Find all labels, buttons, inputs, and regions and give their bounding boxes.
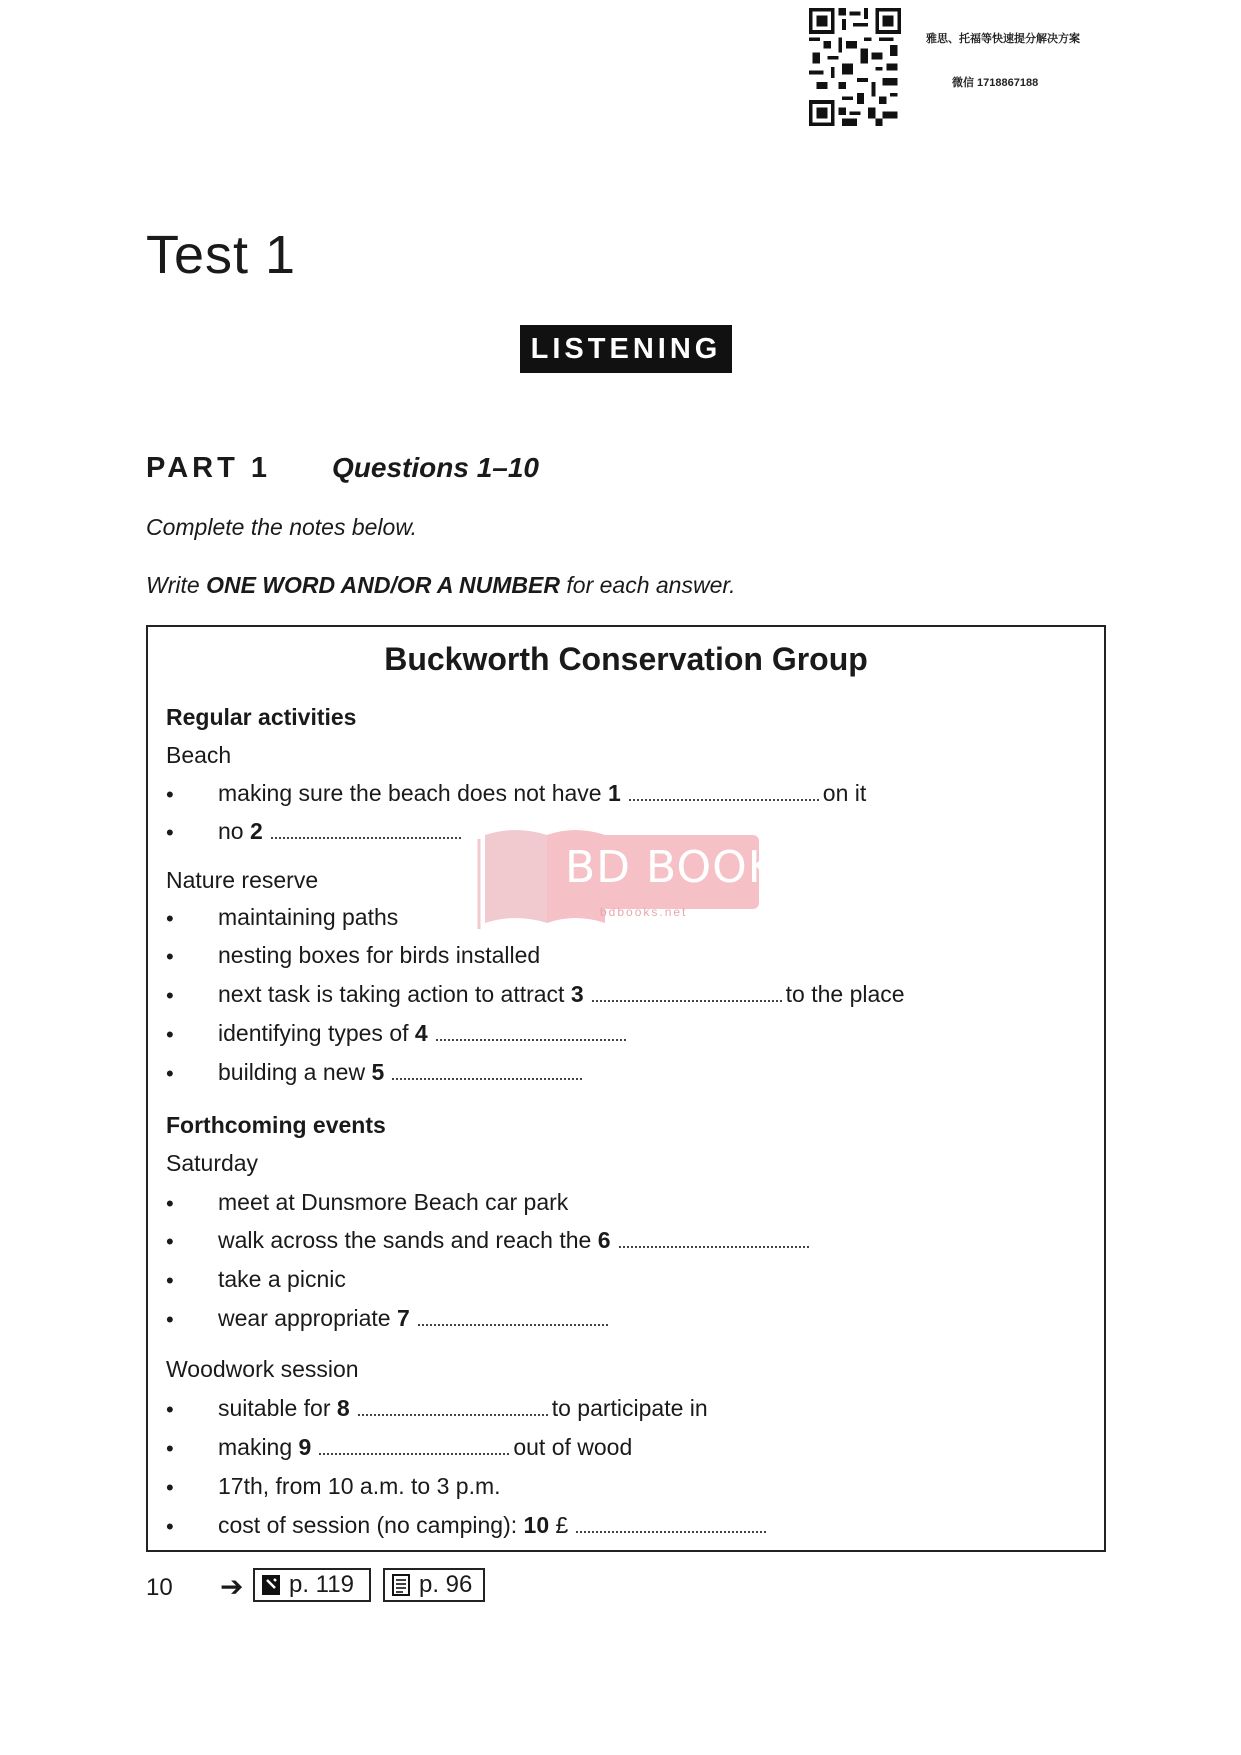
note-nature-3: next task is taking action to attract 3 to the place <box>218 981 905 1007</box>
answer-blank-10[interactable] <box>576 1523 766 1533</box>
note-saturday-4: wear appropriate 7 <box>218 1305 612 1332</box>
answer-blank-3[interactable] <box>592 992 782 1002</box>
note-woodwork-1: suitable for 8 to participate in <box>218 1395 708 1421</box>
heading-nature-reserve: Nature reserve <box>166 867 319 893</box>
bullet: • <box>166 1229 174 1254</box>
heading-woodwork-session: Woodwork session <box>166 1356 359 1382</box>
transcript-reference[interactable] <box>383 1568 485 1602</box>
answer-key-page: p. 119 <box>289 1571 354 1598</box>
section-badge: LISTENING <box>520 325 732 373</box>
answer-blank-7[interactable] <box>418 1316 608 1326</box>
transcript-icon <box>391 1574 411 1596</box>
answer-blank-8[interactable] <box>358 1406 548 1416</box>
bullet: • <box>166 820 174 845</box>
bullet: • <box>166 1436 174 1461</box>
bullet: • <box>166 944 174 969</box>
bullet: • <box>166 782 174 807</box>
qr-caption-2: 微信 1718867188 <box>952 77 1039 89</box>
note-nature-1: maintaining paths <box>218 904 399 930</box>
bullet: • <box>166 983 174 1008</box>
answer-key-reference[interactable] <box>253 1568 371 1602</box>
bullet: • <box>166 906 174 931</box>
instruction-1: Complete the notes below. <box>146 514 418 540</box>
bullet: • <box>166 1397 174 1422</box>
watermark-text: BD BOOKS <box>565 842 807 893</box>
answer-blank-9[interactable] <box>319 1445 509 1455</box>
note-saturday-3: take a picnic <box>218 1266 346 1292</box>
answer-blank-6[interactable] <box>619 1238 809 1248</box>
note-woodwork-2: making 9 out of wood <box>218 1434 633 1460</box>
note-saturday-1: meet at Dunsmore Beach car park <box>218 1189 569 1215</box>
arrow-right-icon: ➔ <box>220 1571 244 1602</box>
note-woodwork-3: 17th, from 10 a.m. to 3 p.m. <box>218 1473 501 1499</box>
answer-blank-1[interactable] <box>629 791 819 801</box>
bullet: • <box>166 1268 174 1293</box>
notes-title: Buckworth Conservation Group <box>384 641 868 677</box>
note-nature-2: nesting boxes for birds installed <box>218 942 541 968</box>
answer-blank-5[interactable] <box>392 1070 582 1080</box>
heading-beach: Beach <box>166 742 232 768</box>
bullet: • <box>166 1475 174 1500</box>
qr-code <box>808 8 902 126</box>
qr-caption-1: 雅思、托福等快速提分解决方案 <box>926 33 1080 45</box>
transcript-page: p. 96 <box>419 1571 473 1598</box>
bullet: • <box>166 1307 174 1332</box>
heading-regular-activities: Regular activities <box>166 704 357 730</box>
answer-blank-4[interactable] <box>436 1031 626 1041</box>
test-title: Test 1 <box>146 225 297 285</box>
page-number: 10 <box>146 1574 173 1601</box>
part-label: PART 1 <box>146 452 271 484</box>
answer-key-icon <box>261 1574 281 1596</box>
bullet: • <box>166 1514 174 1539</box>
bullet: • <box>166 1061 174 1086</box>
heading-forthcoming-events: Forthcoming events <box>166 1112 386 1138</box>
note-beach-1: making sure the beach does not have 1 on it <box>218 780 867 806</box>
part-questions: Questions 1–10 <box>332 452 539 483</box>
answer-blank-2[interactable] <box>271 829 461 839</box>
watermark-subtext: bdbooks.net <box>600 905 688 919</box>
note-saturday-2: walk across the sands and reach the 6 <box>218 1227 813 1254</box>
bullet: • <box>166 1191 174 1216</box>
note-woodwork-4: cost of session (no camping): 10 £ <box>218 1512 770 1539</box>
note-nature-5: building a new 5 <box>218 1059 586 1086</box>
instruction-2: Write ONE WORD AND/OR A NUMBER for each answer. <box>146 572 736 598</box>
note-beach-2: no 2 <box>218 818 465 845</box>
note-nature-4: identifying types of 4 <box>218 1020 630 1047</box>
bullet: • <box>166 1022 174 1047</box>
heading-saturday: Saturday <box>166 1150 259 1176</box>
